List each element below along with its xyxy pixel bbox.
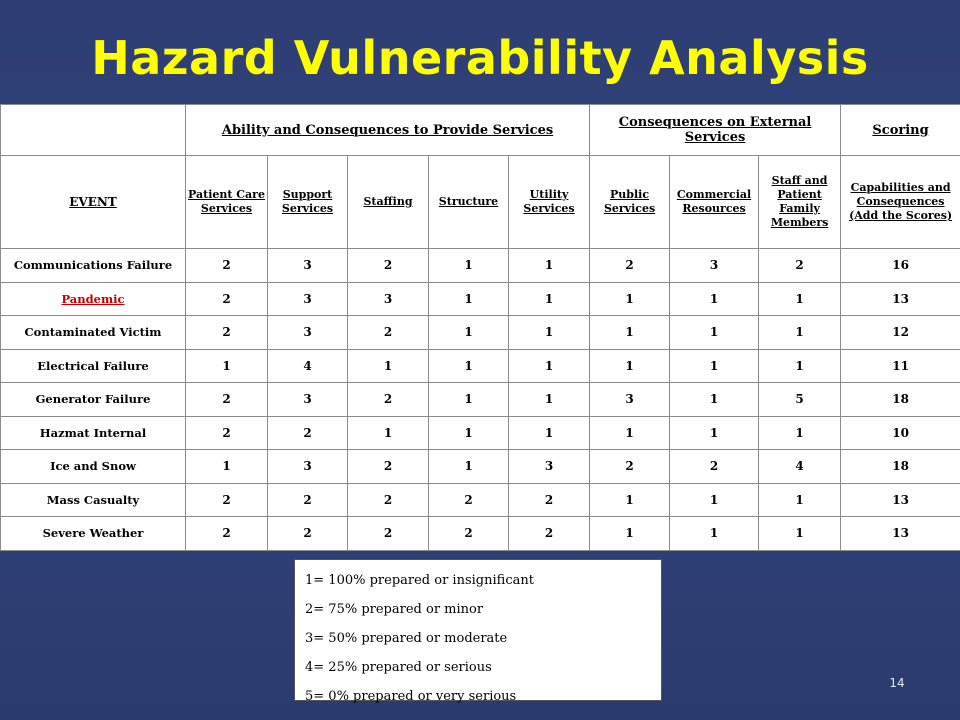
score-cell: 1 — [590, 483, 670, 517]
score-cell: 3 — [348, 282, 429, 316]
score-cell: 3 — [268, 383, 348, 417]
table-row — [1, 517, 960, 551]
score-cell: 1 — [670, 517, 759, 551]
score-cell: 3 — [268, 450, 348, 484]
legend-box — [294, 559, 662, 704]
table-row — [1, 282, 960, 316]
score-cell: 2 — [268, 483, 348, 517]
event-name-cell: Pandemic — [1, 282, 186, 316]
score-cell: 2 — [186, 416, 268, 450]
score-cell: 1 — [670, 483, 759, 517]
score-cell: 2 — [509, 517, 590, 551]
score-cell: 2 — [429, 517, 509, 551]
legend-item: 2= 75% prepared or minor — [305, 602, 484, 617]
score-cell: 1 — [759, 483, 841, 517]
score-cell: 2 — [186, 483, 268, 517]
score-cell: 1 — [348, 416, 429, 450]
score-cell: 1 — [590, 282, 670, 316]
header-group-row — [1, 105, 960, 156]
header-col-support: Support Services — [268, 156, 348, 249]
score-cell: 2 — [348, 517, 429, 551]
score-cell: 1 — [186, 450, 268, 484]
score-cell: 2 — [670, 450, 759, 484]
score-cell: 1 — [759, 316, 841, 350]
score-cell: 1 — [429, 316, 509, 350]
score-cell: 1 — [429, 383, 509, 417]
table-row — [1, 249, 960, 283]
score-cell: 2 — [186, 282, 268, 316]
score-cell: 2 — [759, 249, 841, 283]
event-name-cell: Mass Casualty — [1, 483, 186, 517]
total-score-cell: 18 — [841, 450, 960, 484]
score-cell: 1 — [509, 349, 590, 383]
score-cell: 2 — [348, 316, 429, 350]
score-cell: 2 — [186, 517, 268, 551]
header-col-capabilities: Capabilities and Consequences (Add the Scores) — [841, 156, 960, 249]
score-cell: 1 — [670, 349, 759, 383]
score-cell: 4 — [759, 450, 841, 484]
score-cell: 2 — [348, 249, 429, 283]
total-score-cell: 10 — [841, 416, 960, 450]
score-cell: 1 — [759, 282, 841, 316]
header-col-staff-family: Staff and Patient Family Members — [759, 156, 841, 249]
score-cell: 1 — [509, 249, 590, 283]
score-cell: 1 — [759, 416, 841, 450]
event-name-cell: Communications Failure — [1, 249, 186, 283]
score-cell: 1 — [590, 517, 670, 551]
hazard-table — [0, 104, 960, 551]
score-cell: 5 — [759, 383, 841, 417]
table-body — [1, 249, 960, 551]
header-col-staffing: Staffing — [348, 156, 429, 249]
score-cell: 2 — [268, 416, 348, 450]
table-row — [1, 416, 960, 450]
score-cell: 1 — [429, 249, 509, 283]
score-cell: 4 — [268, 349, 348, 383]
legend-item: 4= 25% prepared or serious — [305, 660, 492, 675]
total-score-cell: 18 — [841, 383, 960, 417]
header-group-ability: Ability and Consequences to Provide Services — [186, 105, 590, 156]
score-cell: 2 — [590, 249, 670, 283]
score-cell: 1 — [670, 416, 759, 450]
event-name-cell: Generator Failure — [1, 383, 186, 417]
header-group-external: Consequences on External Services — [590, 105, 841, 156]
score-cell: 3 — [268, 282, 348, 316]
score-cell: 1 — [590, 349, 670, 383]
score-cell: 2 — [590, 450, 670, 484]
score-cell: 1 — [509, 282, 590, 316]
total-score-cell: 13 — [841, 517, 960, 551]
page-number: 14 — [889, 676, 905, 690]
score-cell: 2 — [348, 383, 429, 417]
total-score-cell: 13 — [841, 483, 960, 517]
score-cell: 1 — [590, 316, 670, 350]
score-cell: 3 — [590, 383, 670, 417]
score-cell: 1 — [670, 383, 759, 417]
score-cell: 2 — [268, 517, 348, 551]
total-score-cell: 11 — [841, 349, 960, 383]
score-cell: 1 — [348, 349, 429, 383]
table-row — [1, 383, 960, 417]
total-score-cell: 12 — [841, 316, 960, 350]
score-cell: 3 — [509, 450, 590, 484]
score-cell: 2 — [429, 483, 509, 517]
score-cell: 2 — [348, 450, 429, 484]
header-col-utility: Utility Services — [509, 156, 590, 249]
score-cell: 2 — [509, 483, 590, 517]
score-cell: 1 — [429, 416, 509, 450]
score-cell: 3 — [268, 249, 348, 283]
header-col-patient-care: Patient Care Services — [186, 156, 268, 249]
event-name-cell: Severe Weather — [1, 517, 186, 551]
score-cell: 1 — [186, 349, 268, 383]
score-cell: 1 — [759, 517, 841, 551]
legend-item: 3= 50% prepared or moderate — [305, 631, 508, 646]
score-cell: 1 — [429, 349, 509, 383]
score-cell: 1 — [670, 316, 759, 350]
event-name-cell: Hazmat Internal — [1, 416, 186, 450]
score-cell: 2 — [186, 249, 268, 283]
score-cell: 1 — [670, 282, 759, 316]
table-row — [1, 349, 960, 383]
event-name-cell: Contaminated Victim — [1, 316, 186, 350]
score-cell: 3 — [268, 316, 348, 350]
score-cell: 3 — [670, 249, 759, 283]
header-col-structure: Structure — [429, 156, 509, 249]
slide-title: Hazard Vulnerability Analysis — [91, 31, 869, 85]
event-name-cell: Ice and Snow — [1, 450, 186, 484]
legend-item: 1= 100% prepared or insignificant — [305, 573, 534, 588]
legend-item: 5= 0% prepared or very serious — [305, 689, 517, 704]
score-cell: 1 — [429, 450, 509, 484]
score-cell: 1 — [509, 416, 590, 450]
header-event: EVENT — [1, 156, 186, 249]
total-score-cell: 16 — [841, 249, 960, 283]
score-cell: 1 — [429, 282, 509, 316]
score-cell: 1 — [759, 349, 841, 383]
score-cell: 2 — [348, 483, 429, 517]
header-col-public: Public Services — [590, 156, 670, 249]
header-col-commercial: Commercial Resources — [670, 156, 759, 249]
header-column-row — [1, 156, 960, 249]
event-name-cell: Electrical Failure — [1, 349, 186, 383]
header-empty-cell — [1, 105, 186, 156]
total-score-cell: 13 — [841, 282, 960, 316]
score-cell: 2 — [186, 316, 268, 350]
table-row — [1, 450, 960, 484]
table-row — [1, 483, 960, 517]
header-group-scoring: Scoring — [841, 105, 960, 156]
score-cell: 1 — [590, 416, 670, 450]
score-cell: 2 — [186, 383, 268, 417]
score-cell: 1 — [509, 383, 590, 417]
score-cell: 1 — [509, 316, 590, 350]
table-row — [1, 316, 960, 350]
